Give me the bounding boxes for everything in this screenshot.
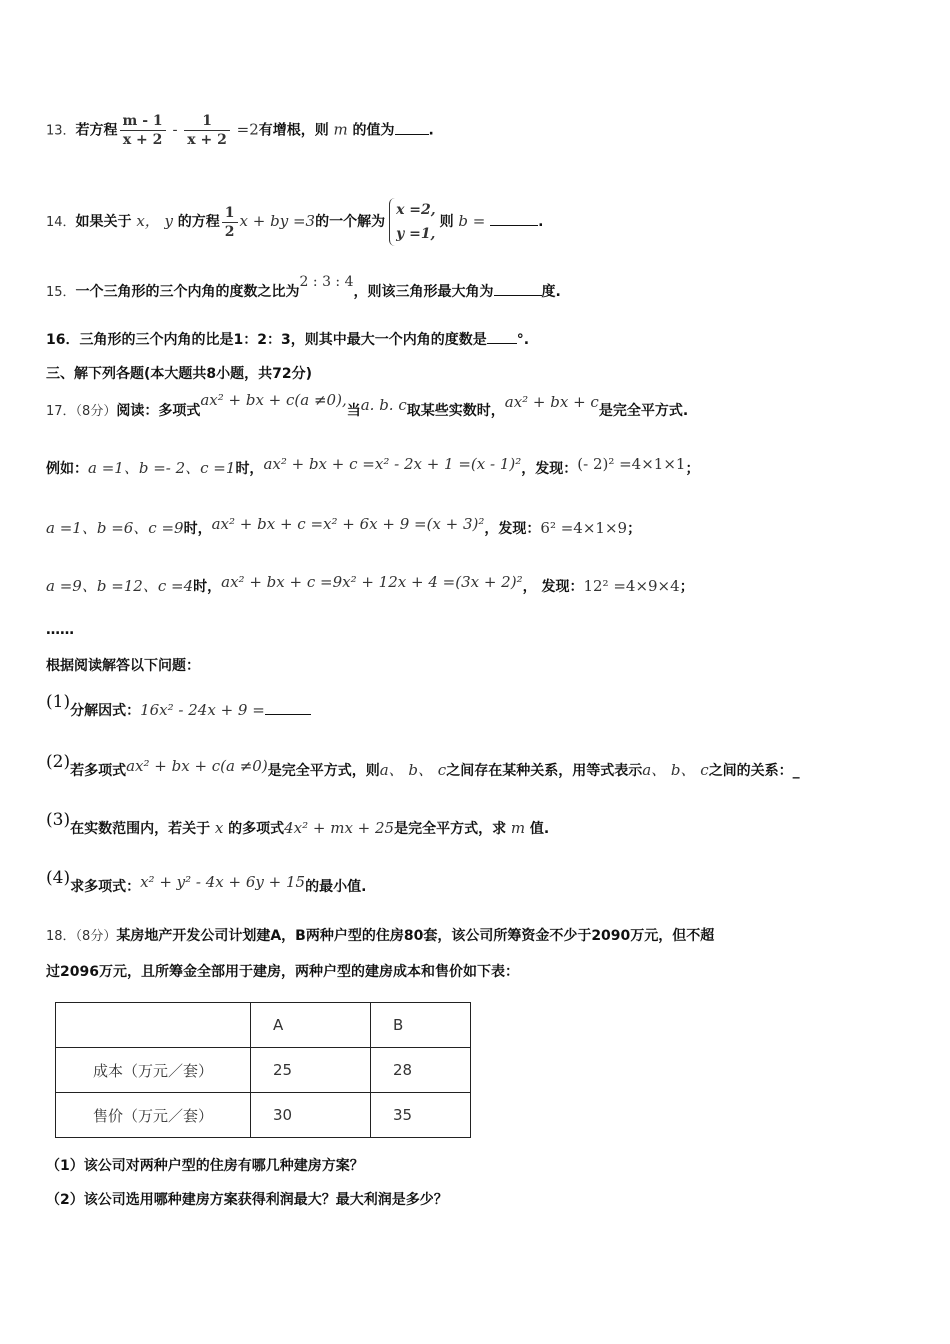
q13-text: 有增根，则 xyxy=(258,122,329,139)
answer-blank xyxy=(494,283,542,296)
values: a =9、b =12、c =4 xyxy=(46,577,194,595)
table-header-row xyxy=(56,1003,471,1048)
variable: b = xyxy=(453,212,491,230)
part-text: 分解因式： xyxy=(70,703,141,719)
question-17-intro xyxy=(46,391,689,422)
found-equation: 12² =4×9×4 xyxy=(583,577,680,595)
q17-text: 当 xyxy=(346,403,361,419)
frac-den: x + 2 xyxy=(187,132,227,148)
table-row xyxy=(56,1093,471,1138)
section-heading: 三、解下列各题(本大题共8小题，共72分) xyxy=(46,366,313,382)
table-cell: 售价（万元／套） xyxy=(56,1093,251,1138)
part-text: 之间的关系：_ xyxy=(708,763,800,779)
table-cell: 30 xyxy=(251,1093,371,1138)
example-1: 例如：a =1、b =- 2、c =1时，ax² + bx + c =x² - 2x + 1 =(x - 1)²，发现：(- 2)² =4×1×1； xyxy=(46,455,700,477)
table-row xyxy=(56,1048,471,1093)
frac-den: 2 xyxy=(224,223,235,240)
when-text: 时， xyxy=(183,521,212,537)
when-text: 时， xyxy=(235,461,264,477)
equation: ax² + bx + c =x² - 2x + 1 =(x - 1)² xyxy=(263,455,522,473)
question-18-sub-1: （1）该公司对两种户型的住房有哪几种建房方案？ xyxy=(46,1158,364,1174)
variables: a、 b、 c xyxy=(379,761,447,779)
frac-num: m - 1 xyxy=(120,112,166,131)
q14-text: 的一个解为 xyxy=(315,214,386,230)
system-line-2: y =1, xyxy=(396,226,436,242)
expression: x² + y² - 4x + 6y + 15 xyxy=(140,873,306,891)
period: . xyxy=(538,214,544,230)
q14-text: 的方程 xyxy=(177,214,220,230)
question-18-line-1 xyxy=(46,926,714,947)
found-label: 发现： xyxy=(541,579,584,595)
question-18-line-2: 过2096万元，且所筹金全部用于建房，两种户型的建房成本和售价如下表： xyxy=(46,964,519,980)
question-number: 18． xyxy=(46,929,76,944)
variable: m xyxy=(506,819,530,837)
table-cell: 成本（万元／套） xyxy=(56,1048,251,1093)
score: （8分） xyxy=(75,404,117,419)
question-16 xyxy=(46,330,529,350)
fraction xyxy=(222,204,238,241)
part-text: 之间存在某种关系，用等式表示 xyxy=(446,763,643,779)
q17-text: 阅读：多项式 xyxy=(116,403,201,419)
equation: ax² + bx + c =x² + 6x + 9 =(x + 3)² xyxy=(211,515,485,533)
example-label: 例如： xyxy=(46,461,88,477)
expression: 4x² + mx + 25 xyxy=(284,819,395,837)
part-number: (2) xyxy=(46,752,71,772)
equation: ax² + bx + c =9x² + 12x + 4 =(3x + 2)² xyxy=(221,573,523,591)
part-number: (4) xyxy=(46,868,71,888)
equation: x + by =3 xyxy=(239,212,316,230)
question-14 xyxy=(46,198,543,246)
frac-den: x + 2 xyxy=(122,132,163,148)
expression: ax² + bx + c(a ≠0) xyxy=(126,757,268,775)
question-number: 13． xyxy=(46,123,76,139)
variables: x， y xyxy=(131,212,178,230)
frac-num: 1 xyxy=(222,204,238,223)
found-label: 发现： xyxy=(535,461,578,477)
ratio: 2 : 3 : 4 xyxy=(299,274,354,290)
part-3 xyxy=(46,810,550,839)
q16-text: 16．三角形的三个内角的比是1：2：3，则其中最大一个内角的度数是 xyxy=(46,332,487,348)
values: a =1、b =- 2、c =1 xyxy=(88,459,236,477)
score: （8分） xyxy=(75,929,117,944)
part-number: (3) xyxy=(46,810,71,830)
fraction xyxy=(184,112,230,149)
minus-sign: - xyxy=(167,120,183,139)
part-text: 在实数范围内，若关于 xyxy=(70,821,211,837)
part-text: 的最小值. xyxy=(305,879,367,895)
answer-blank xyxy=(395,122,429,135)
answer-blank xyxy=(490,213,538,226)
question-15 xyxy=(46,274,561,303)
example-2: a =1、b =6、c =9时，ax² + bx + c =x² + 6x + 9 =(x + 3)²，发现：6² =4×1×9； xyxy=(46,515,642,537)
variable: x xyxy=(210,819,229,837)
q13-text: 若方程 xyxy=(75,122,118,139)
degree-end: °. xyxy=(516,332,530,348)
when-text: 时， xyxy=(193,579,222,595)
table-header-cell xyxy=(56,1003,251,1048)
q14-text: 如果关于 xyxy=(75,214,132,230)
question-18-sub-2: （2）该公司选用哪种建房方案获得利润最大？最大利润是多少？ xyxy=(46,1192,448,1208)
answer-blank xyxy=(487,331,517,344)
variables: a. b. c xyxy=(360,396,407,414)
variable: m xyxy=(328,120,353,139)
cost-price-table xyxy=(55,1002,471,1138)
polynomial: ax² + bx + c xyxy=(504,393,599,411)
part-text: 值. xyxy=(529,821,550,837)
q17-text: 取某些实数时， xyxy=(406,403,505,419)
q15-text: 一个三角形的三个内角的度数之比为 xyxy=(75,284,300,300)
found-equation: (- 2)² =4×1×1 xyxy=(577,455,686,473)
instruction: 根据阅读解答以下问题： xyxy=(46,658,200,674)
part-text: 求多项式： xyxy=(70,879,141,895)
fraction xyxy=(120,112,166,149)
table-header-cell: A xyxy=(251,1003,371,1048)
found-equation: 6² =4×1×9 xyxy=(540,519,628,537)
example-3: a =9、b =12、c =4时，ax² + bx + c =9x² + 12x + 4 =(3x + 2)²， 发现：12² =4×9×4； xyxy=(46,573,694,595)
equals: =2 xyxy=(231,120,259,139)
q17-text: 是完全平方式. xyxy=(598,403,689,419)
part-text: 是完全平方式，则 xyxy=(267,763,380,779)
question-13 xyxy=(46,112,434,149)
found-label: 发现： xyxy=(498,521,541,537)
part-4 xyxy=(46,868,367,897)
expression: 16x² - 24x + 9 = xyxy=(140,701,265,719)
q15-text: ，则该三角形最大角为 xyxy=(353,284,494,300)
part-number: (1) xyxy=(46,692,71,712)
question-number: 14． xyxy=(46,215,76,230)
q14-text: 则 xyxy=(439,214,454,230)
ellipsis: …… xyxy=(46,622,74,638)
frac-num: 1 xyxy=(184,112,230,131)
part-2 xyxy=(46,752,800,781)
table-cell: 25 xyxy=(251,1048,371,1093)
table-cell: 28 xyxy=(371,1048,471,1093)
equation-system xyxy=(389,198,436,246)
table-cell: 35 xyxy=(371,1093,471,1138)
system-line-1: x =2, xyxy=(396,202,436,218)
variables: a、 b、 c xyxy=(642,761,709,779)
q15-text: 度. xyxy=(541,284,561,300)
table-header-cell: B xyxy=(371,1003,471,1048)
part-1 xyxy=(46,692,311,721)
q18-text: 某房地产开发公司计划建A，B两种户型的住房80套，该公司所筹资金不少于2090万元，但不超 xyxy=(116,928,715,944)
question-number: 17． xyxy=(46,404,76,419)
polynomial: ax² + bx + c(a ≠0), xyxy=(200,391,347,409)
values: a =1、b =6、c =9 xyxy=(46,519,184,537)
q13-text: 的值为 xyxy=(352,122,395,139)
part-text: 是完全平方式，求 xyxy=(394,821,507,837)
period: . xyxy=(428,122,434,139)
question-number: 15． xyxy=(46,285,76,300)
part-text: 的多项式 xyxy=(228,821,285,837)
part-text: 若多项式 xyxy=(70,763,127,779)
answer-blank xyxy=(265,702,311,715)
